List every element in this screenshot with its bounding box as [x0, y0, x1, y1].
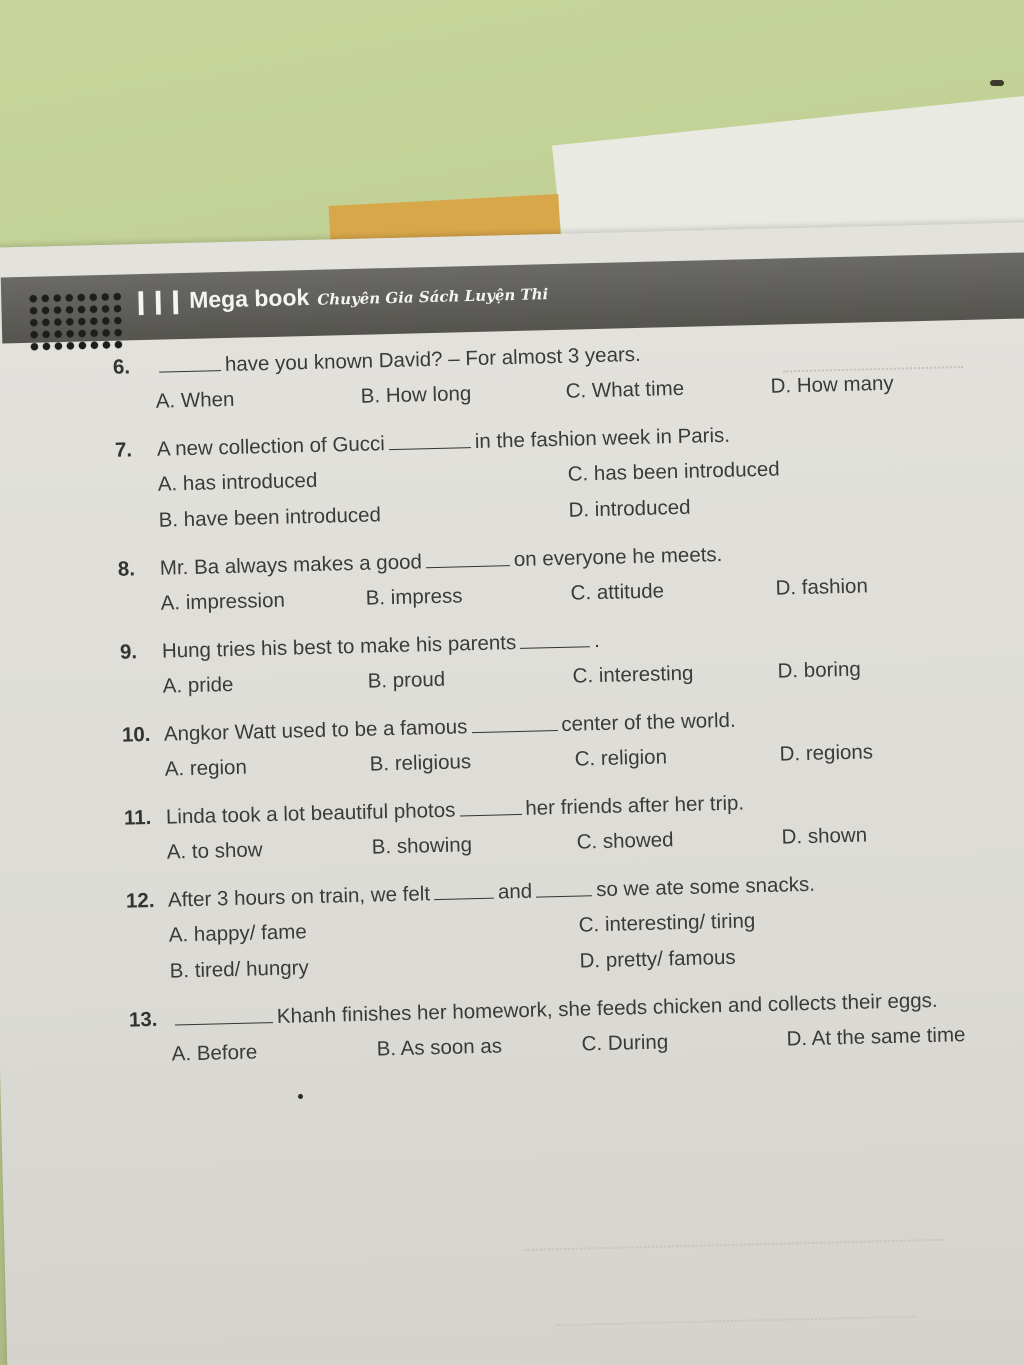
brand-logo [131, 278, 549, 315]
option-c: C. During [581, 1030, 669, 1056]
brand-mark-icon: ❙❙❙ [131, 287, 184, 315]
question-list [113, 333, 1024, 1091]
option-d: D. introduced [568, 495, 691, 522]
option-c: C. interesting [572, 661, 694, 688]
question-text-end: center of the world. [561, 708, 736, 736]
option-a: A. When [155, 387, 235, 413]
question-text-end: in the fashion week in Paris. [474, 423, 731, 453]
option-a: A. happy/ fame [168, 920, 307, 947]
answer-blank [426, 547, 510, 568]
answer-blank [175, 1004, 273, 1025]
question-11 [124, 784, 1024, 878]
question-text: Linda took a lot beautiful photos [165, 798, 456, 829]
question-number: 12. [125, 888, 155, 913]
option-b: B. tired/ hungry [169, 956, 309, 983]
answer-blank [459, 796, 521, 817]
option-d: D. How many [770, 371, 894, 398]
option-a: A. pride [162, 672, 234, 698]
question-text: A new collection of Gucci [156, 432, 386, 461]
question-number: 7. [114, 438, 133, 462]
answer-blank [520, 628, 590, 649]
option-d: D. shown [781, 823, 868, 849]
bleed-through-mark [524, 1225, 944, 1251]
question-text-end: on everyone he meets. [513, 542, 723, 572]
option-b: B. How long [360, 382, 472, 408]
question-number: 6. [112, 355, 131, 379]
question-8 [118, 535, 1019, 629]
option-b: B. have been introduced [158, 503, 382, 532]
question-text: After 3 hours on train, we felt [167, 882, 431, 912]
question-text-end: her friends after her trip. [525, 791, 745, 820]
dot-pattern [27, 291, 123, 353]
option-d: D. boring [777, 657, 862, 683]
answer-blank [389, 429, 471, 450]
question-text: have you known David? – For almost 3 years. [224, 342, 641, 377]
question-text: Hung tries his best to make his parents [161, 631, 517, 663]
question-number: 11. [123, 805, 152, 830]
question-13 [129, 986, 1024, 1080]
option-a: A. impression [160, 588, 286, 615]
option-c: C. has been introduced [567, 457, 780, 486]
question-10 [122, 701, 1023, 795]
bleed-through-mark [556, 1301, 916, 1326]
question-text-end: . [593, 628, 601, 653]
option-b: B. showing [371, 833, 473, 859]
option-b: B. As soon as [376, 1034, 503, 1061]
question-12 [126, 867, 1024, 997]
question-number: 13. [128, 1007, 158, 1032]
question-text-end: so we ate some snacks. [595, 872, 816, 902]
worksheet-page [0, 222, 1024, 1365]
answer-blank-1 [434, 880, 494, 900]
option-b: B. proud [367, 667, 446, 693]
question-6 [113, 333, 1014, 427]
option-d: D. At the same time [786, 1023, 966, 1051]
option-c: C. religion [574, 745, 668, 771]
question-text-and: and [497, 879, 533, 904]
answer-blank [471, 712, 557, 733]
question-number: 10. [121, 722, 151, 747]
question-number: 8. [117, 557, 136, 581]
option-c: C. interesting/ tiring [578, 909, 756, 937]
brand-name: Mega book [188, 283, 310, 313]
option-d: D. regions [779, 740, 874, 766]
option-a: A. region [164, 755, 248, 781]
option-d: D. fashion [775, 574, 869, 600]
option-b: B. religious [369, 750, 472, 776]
question-text: Mr. Ba always makes a good [159, 550, 423, 580]
insect-speck [990, 80, 1004, 86]
brand-tagline: Chuyên Gia Sách Luyện Thi [317, 285, 549, 309]
option-a: A. to show [166, 838, 263, 864]
option-c: C. showed [576, 828, 674, 854]
option-c: C. attitude [570, 579, 665, 605]
option-a: A. Before [171, 1040, 258, 1066]
question-number: 9. [119, 640, 138, 664]
answer-blank [159, 352, 221, 373]
question-text: Khanh finishes her homework, she feeds chicken and collects their eggs. [276, 988, 938, 1028]
option-b: B. impress [365, 584, 463, 610]
option-d: D. pretty/ famous [579, 945, 736, 973]
question-9 [120, 618, 1021, 712]
question-7 [115, 416, 1017, 546]
paper-speck [298, 1094, 303, 1099]
option-a: A. has introduced [157, 468, 318, 496]
answer-blank-2 [536, 877, 592, 897]
header-banner [1, 251, 1024, 343]
question-text: Angkor Watt used to be a famous [163, 715, 468, 746]
option-c: C. What time [565, 376, 685, 403]
